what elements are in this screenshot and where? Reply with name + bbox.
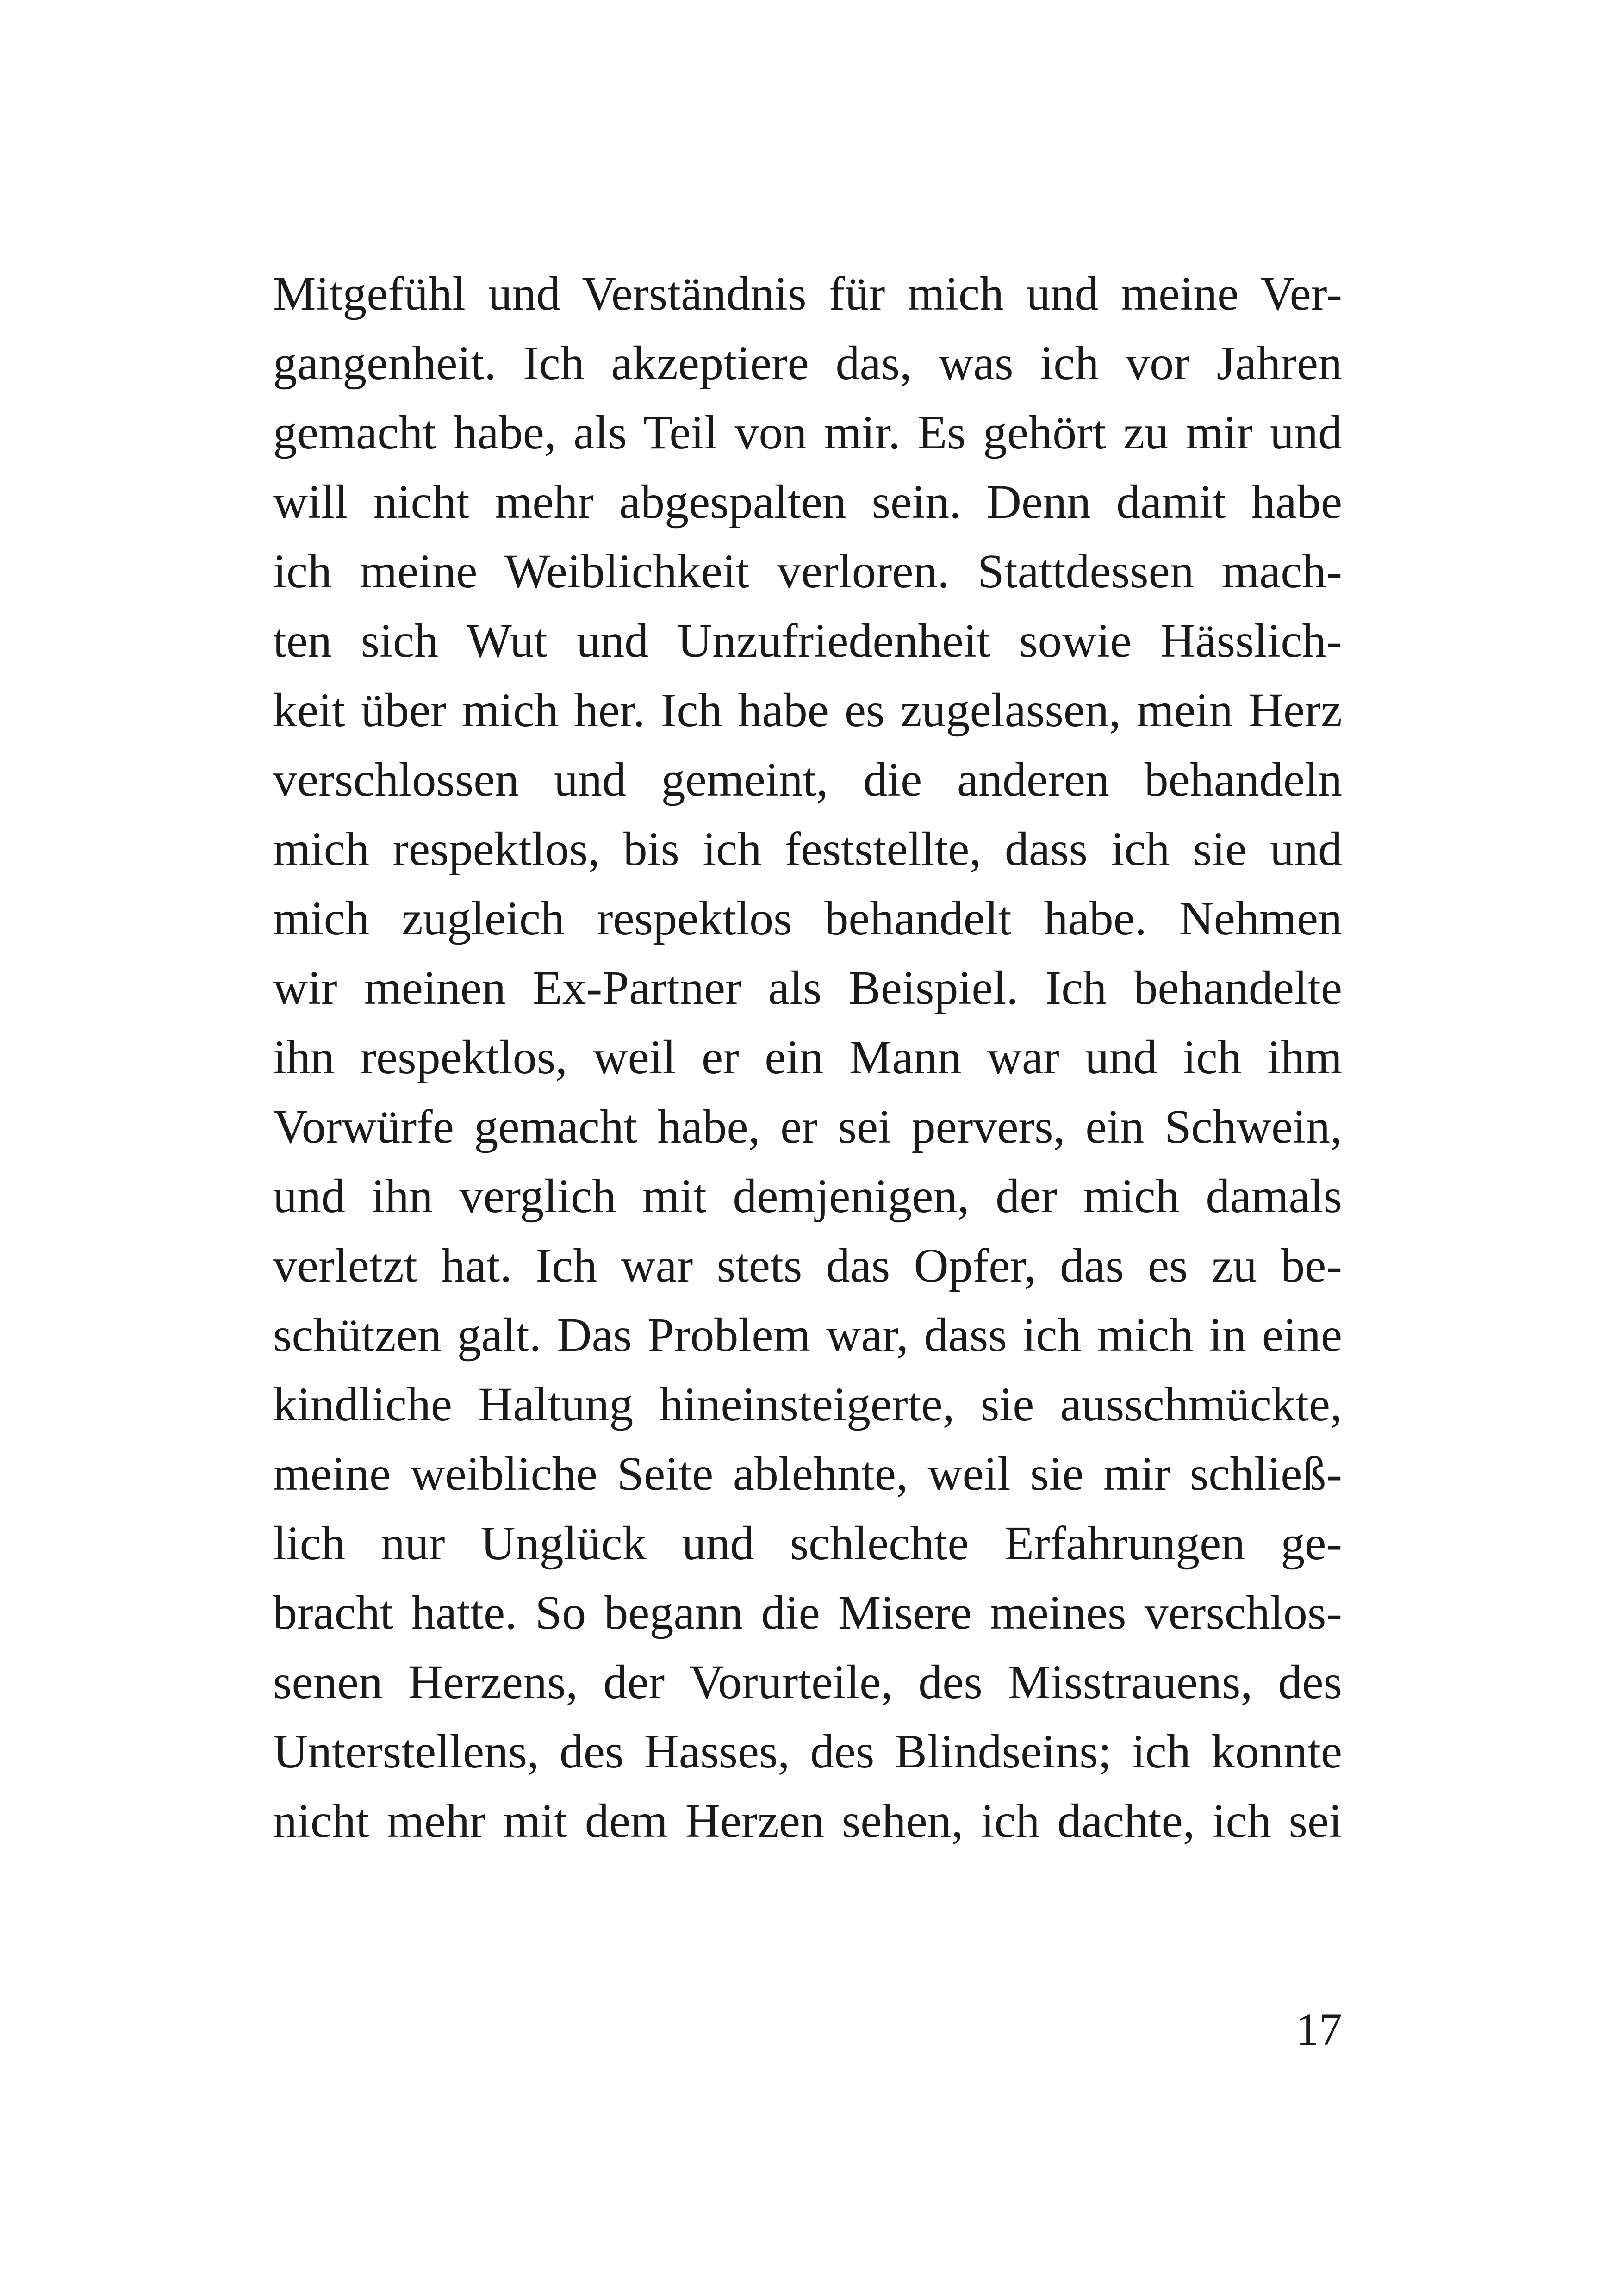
text-line: schützen galt. Das Problem war, dass ich mich in eine <box>273 1308 1342 1362</box>
text-line: Mitgefühl und Verständnis für mich und meine Ver- <box>273 267 1342 320</box>
text-line: senen Herzens, der Vorurteile, des Misstrauens, des <box>273 1655 1342 1709</box>
text-line: meine weibliche Seite ablehnte, weil sie mir schließ- <box>273 1447 1342 1500</box>
text-line: ten sich Wut und Unzufriedenheit sowie Hässlich- <box>273 614 1342 667</box>
text-line: und ihn verglich mit demjenigen, der mich damals <box>273 1170 1342 1223</box>
text-line: nicht mehr mit dem Herzen sehen, ich dachte, ich sei <box>273 1794 1342 1848</box>
text-line: gangenheit. Ich akzeptiere das, was ich vor Jahren <box>273 336 1342 390</box>
text-line: keit über mich her. Ich habe es zugelassen, mein Herz <box>273 684 1342 737</box>
text-line: mich zugleich respektlos behandelt habe. Nehmen <box>273 892 1342 945</box>
text-line: verletzt hat. Ich war stets das Opfer, das es zu be- <box>273 1239 1342 1292</box>
text-line: Unterstellens, des Hasses, des Blindseins; ich konnte <box>273 1725 1342 1778</box>
text-line: bracht hatte. So begann die Misere meines verschlos- <box>273 1586 1342 1639</box>
text-line: Vorwürfe gemacht habe, er sei pervers, ein Schwein, <box>273 1100 1342 1153</box>
text-line: kindliche Haltung hineinsteigerte, sie ausschmückte, <box>273 1378 1342 1431</box>
body-text <box>273 259 1342 1856</box>
text-line: verschlossen und gemeint, die anderen behandeln <box>273 753 1342 806</box>
text-line: will nicht mehr abgespalten sein. Denn damit habe <box>273 475 1342 529</box>
text-line: wir meinen Ex-Partner als Beispiel. Ich behandelte <box>273 961 1342 1014</box>
text-line: ihn respektlos, weil er ein Mann war und ich ihm <box>273 1031 1342 1084</box>
page-number: 17 <box>1296 2004 1342 2055</box>
text-line: ich meine Weiblichkeit verloren. Stattdessen mach- <box>273 545 1342 598</box>
text-line: gemacht habe, als Teil von mir. Es gehört zu mir und <box>273 406 1342 459</box>
text-line: lich nur Unglück und schlechte Erfahrungen ge- <box>273 1517 1342 1570</box>
text-line: mich respektlos, bis ich feststellte, dass ich sie und <box>273 822 1342 876</box>
